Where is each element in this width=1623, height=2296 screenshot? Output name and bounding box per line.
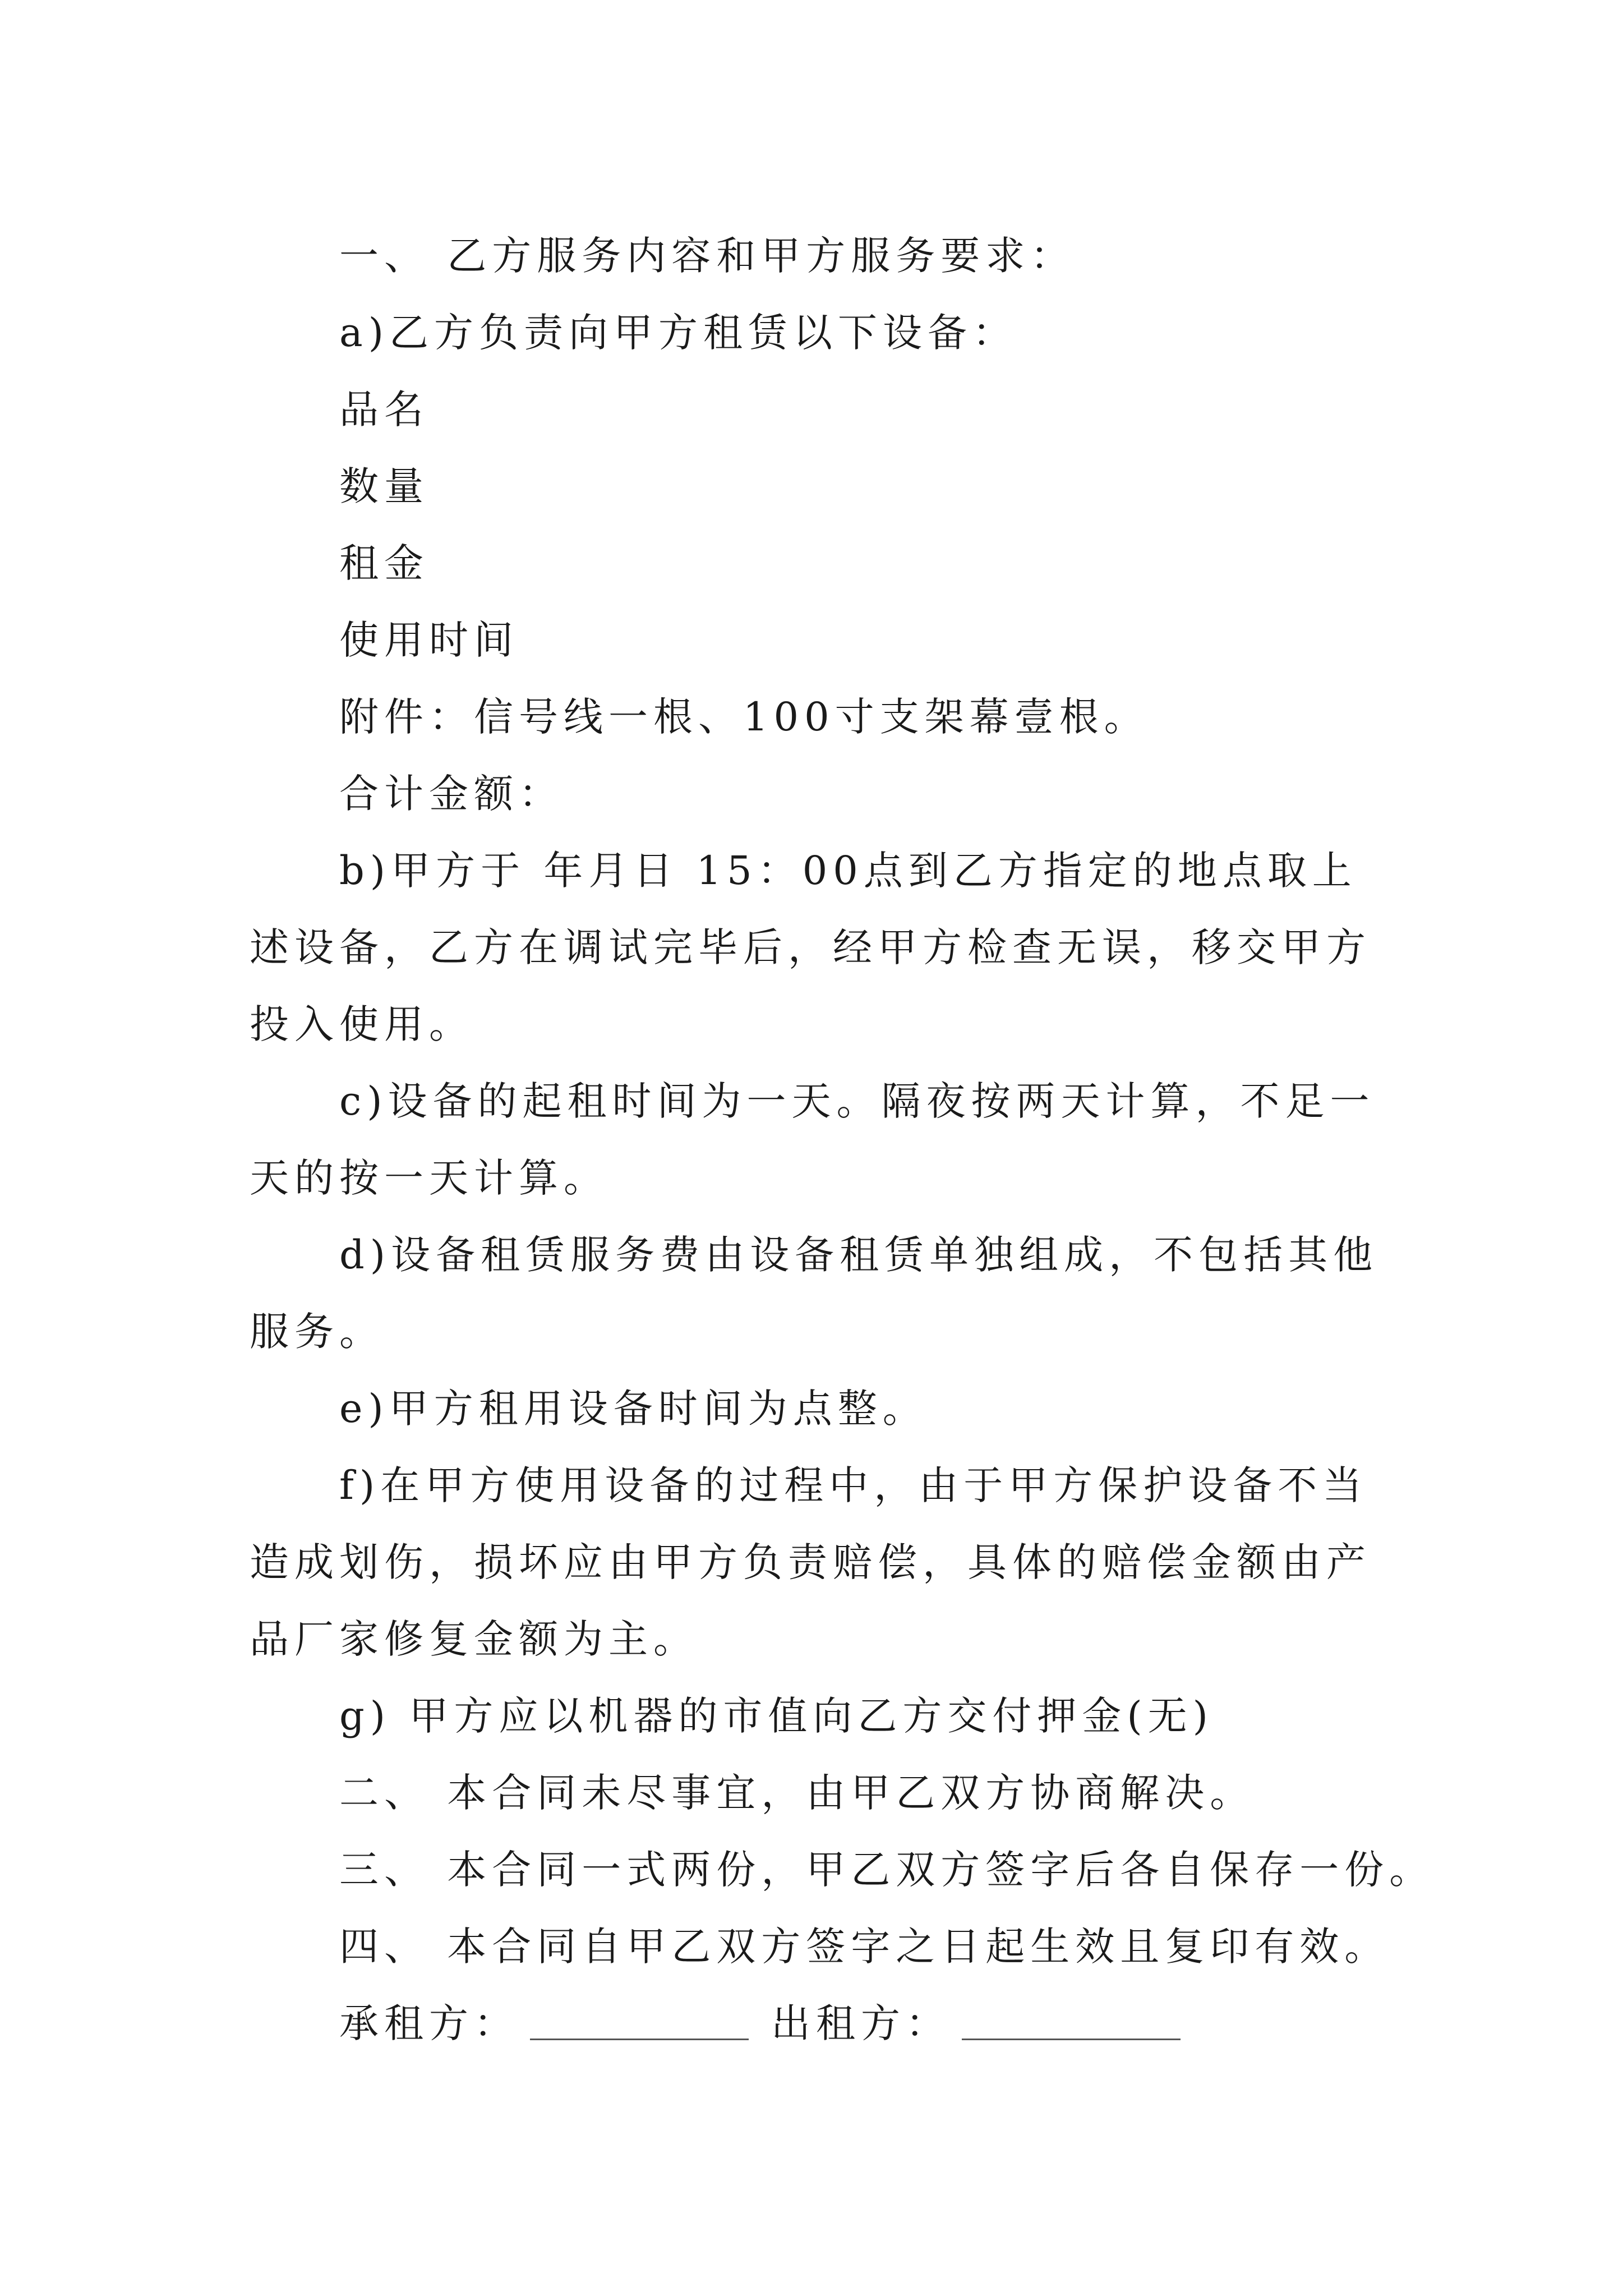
clause-d: d)设备租赁服务费由设备租赁单独组成，不包括其他服务。 xyxy=(250,1232,1378,1355)
clause-e: e)甲方租用设备时间为点整。 xyxy=(339,1386,928,1432)
clause-b: b)甲方于 年月日 15：00点到乙方指定的地点取上述设备，乙方在调试完毕后，经甲方检查无误，移交甲方投入使用。 xyxy=(250,848,1371,1047)
lessee-label: 承租方： xyxy=(339,2000,519,2046)
total-amount-label: 合计金额： xyxy=(339,771,564,817)
clause-f: f)在甲方使用设备的过程中，由于甲方保护设备不当造成划伤，损坏应由甲方负责赔偿，具体的赔偿金额由产品厂家修复金额为主。 xyxy=(250,1462,1371,1662)
rent-label: 租金 xyxy=(339,540,429,586)
lessee-signature-blank[interactable] xyxy=(530,2005,749,2040)
lessor-signature-blank[interactable] xyxy=(962,2005,1181,2040)
section-2: 二、 本合同未尽事宜，由甲乙双方协商解决。 xyxy=(339,1770,1255,1816)
section-4: 四、 本合同自甲乙双方签字之日起生效且复印有效。 xyxy=(339,1924,1390,1970)
section-3: 三、 本合同一式两份，甲乙双方签字后各自保存一份。 xyxy=(339,1847,1435,1893)
document-body xyxy=(250,218,1435,2062)
clause-c: c)设备的起租时间为一天。隔夜按两天计算，不足一天的按一天计算。 xyxy=(250,1078,1375,1201)
usage-time-label: 使用时间 xyxy=(339,617,519,663)
section-1-heading: 一、 乙方服务内容和甲方服务要求： xyxy=(339,233,1076,279)
quantity-label: 数量 xyxy=(339,463,429,509)
clause-a: a)乙方负责向甲方租赁以下设备： xyxy=(339,310,1018,356)
signature-line xyxy=(250,1985,1388,2062)
clause-g: g) 甲方应以机器的市值向乙方交付押金(无) xyxy=(339,1693,1214,1739)
accessories-line: 附件：信号线一根、100寸支架幕壹根。 xyxy=(339,694,1149,740)
item-name-label: 品名 xyxy=(339,386,429,432)
lessor-label: 出租方： xyxy=(771,2000,951,2046)
